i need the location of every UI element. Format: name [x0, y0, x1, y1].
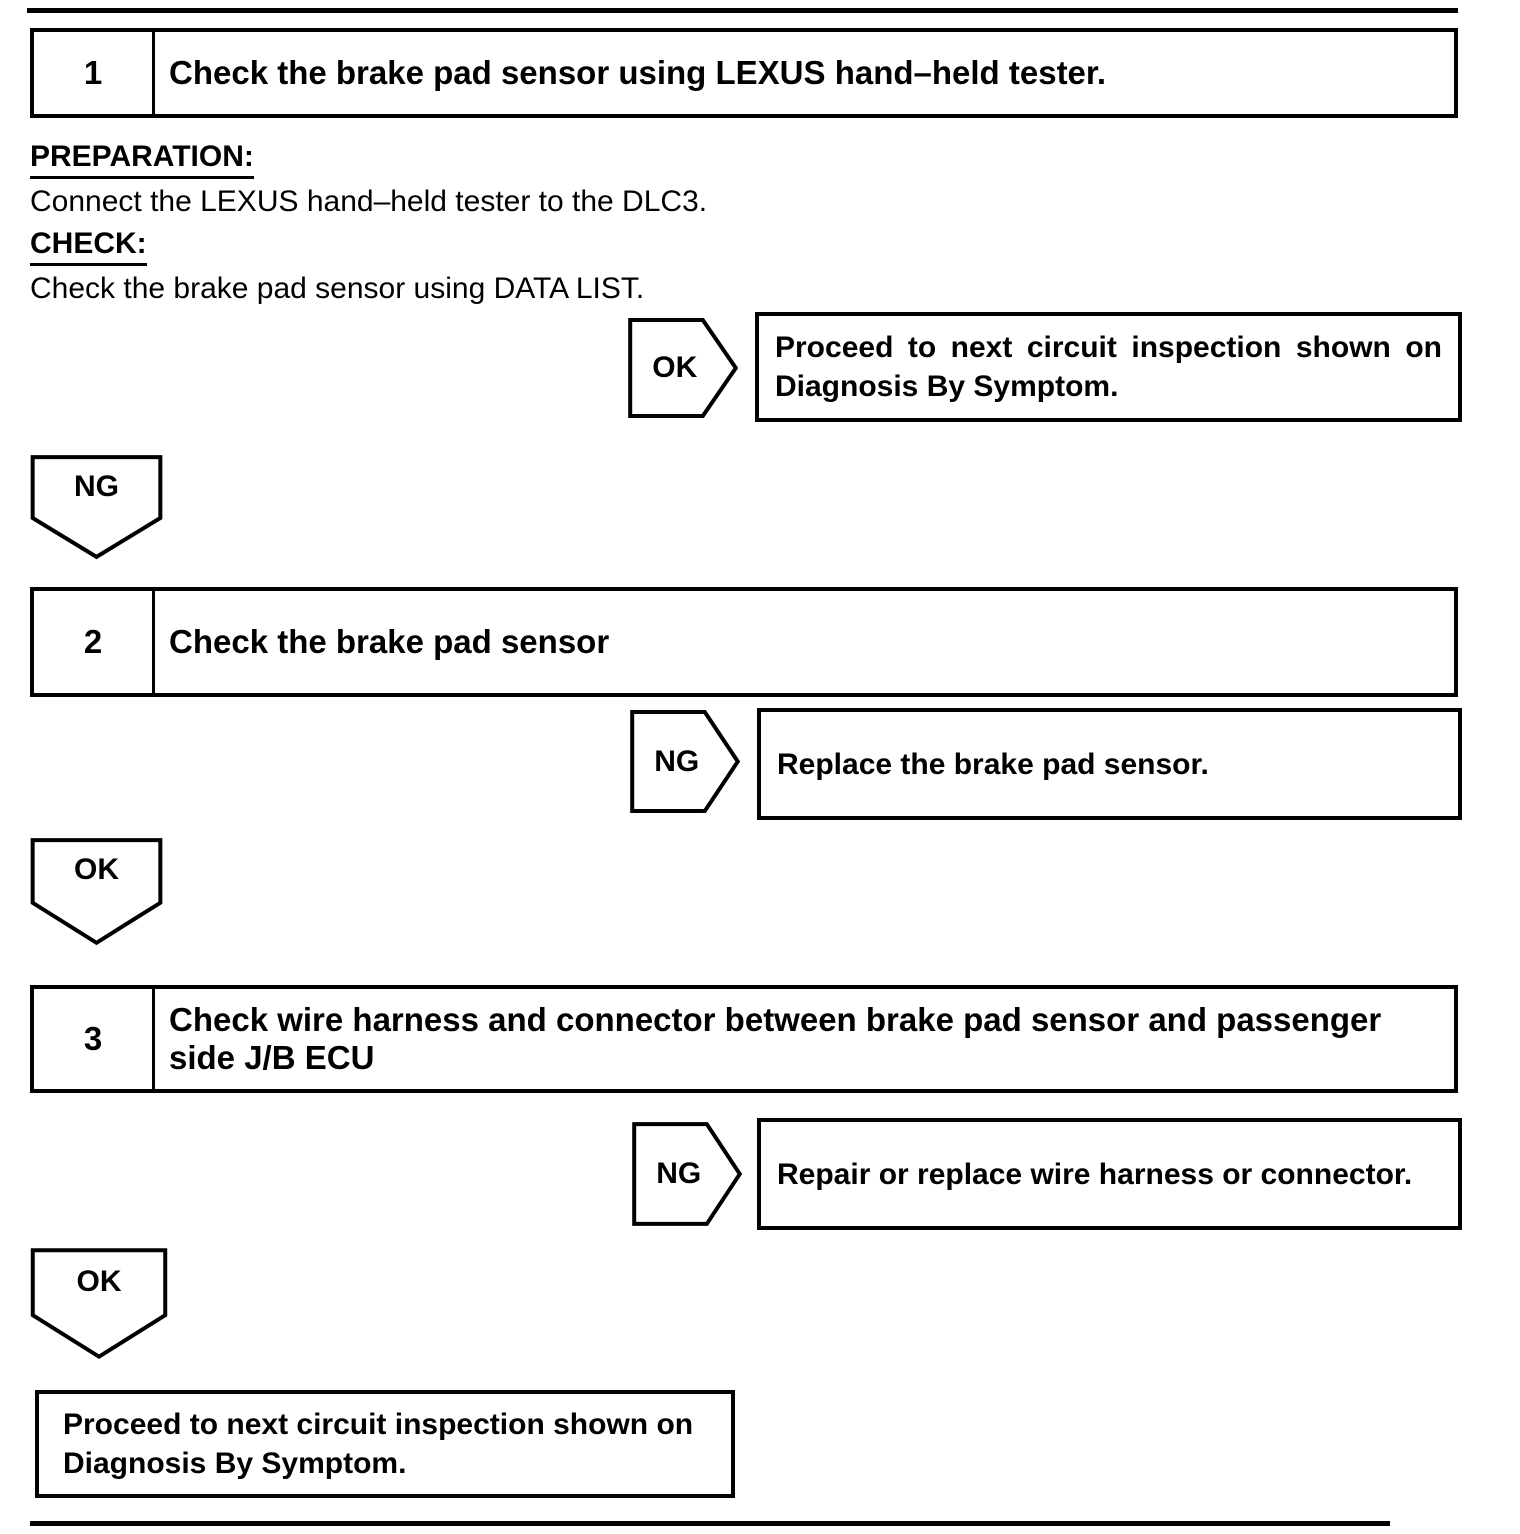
- step-3-number: 3: [34, 989, 155, 1089]
- ng-connector-step3-label: NG: [656, 1157, 702, 1190]
- ok-connector-step1: [628, 318, 738, 418]
- ng-connector-down-step1-label: NG: [74, 469, 119, 503]
- step-1-box: [30, 28, 1458, 118]
- preparation-label: PREPARATION:: [30, 140, 254, 179]
- preparation-text: Connect the LEXUS hand–held tester to the DLC3.: [30, 185, 708, 218]
- ng-result-text-step3: Repair or replace wire harness or connector.: [777, 1157, 1413, 1191]
- ng-result-box-step2: [757, 708, 1462, 820]
- ok-connector-down-step2-label: OK: [74, 853, 119, 887]
- bottom-rule: [30, 1521, 1390, 1526]
- check-label: CHECK:: [30, 227, 147, 266]
- step-3-box: [30, 985, 1458, 1093]
- ng-connector-step2: [630, 710, 740, 813]
- step-2-title: Check the brake pad sensor: [169, 622, 610, 660]
- ng-result-box-step3: [757, 1118, 1462, 1230]
- ok-connector-step1-label: OK: [652, 351, 698, 384]
- ng-connector-step2-label: NG: [654, 744, 700, 778]
- ng-result-text-step2: Replace the brake pad sensor.: [777, 747, 1209, 781]
- ok-connector-down-step3-label: OK: [76, 1264, 122, 1298]
- ok-connector-down-step3: [30, 1248, 168, 1360]
- final-result-box: [35, 1390, 735, 1498]
- final-result-text: Proceed to next circuit inspection shown on Diagnosis By Symptom.: [63, 1408, 694, 1480]
- check-text: Check the brake pad sensor using DATA LIST.: [30, 272, 645, 305]
- ok-result-box-step1: [755, 312, 1462, 422]
- step-3-title: Check wire harness and connector between brake pad sensor and passenger side J/B ECU: [169, 1000, 1382, 1076]
- step-2-number: 2: [34, 591, 155, 693]
- ok-result-text-step1: Proceed to next circuit inspection shown on Diagnosis By Symptom.: [775, 331, 1442, 403]
- top-rule: [27, 8, 1458, 13]
- ok-connector-down-step2: [30, 838, 163, 946]
- step-2-box: [30, 587, 1458, 697]
- step-1-title: Check the brake pad sensor using LEXUS hand–held tester.: [169, 53, 1107, 91]
- check-label-row: [30, 227, 1080, 266]
- ng-connector-step3: [632, 1122, 742, 1226]
- step-1-details: [30, 140, 1080, 306]
- ng-connector-down-step1: [30, 455, 163, 560]
- step-1-number: 1: [34, 32, 155, 114]
- preparation-label-row: [30, 140, 1080, 179]
